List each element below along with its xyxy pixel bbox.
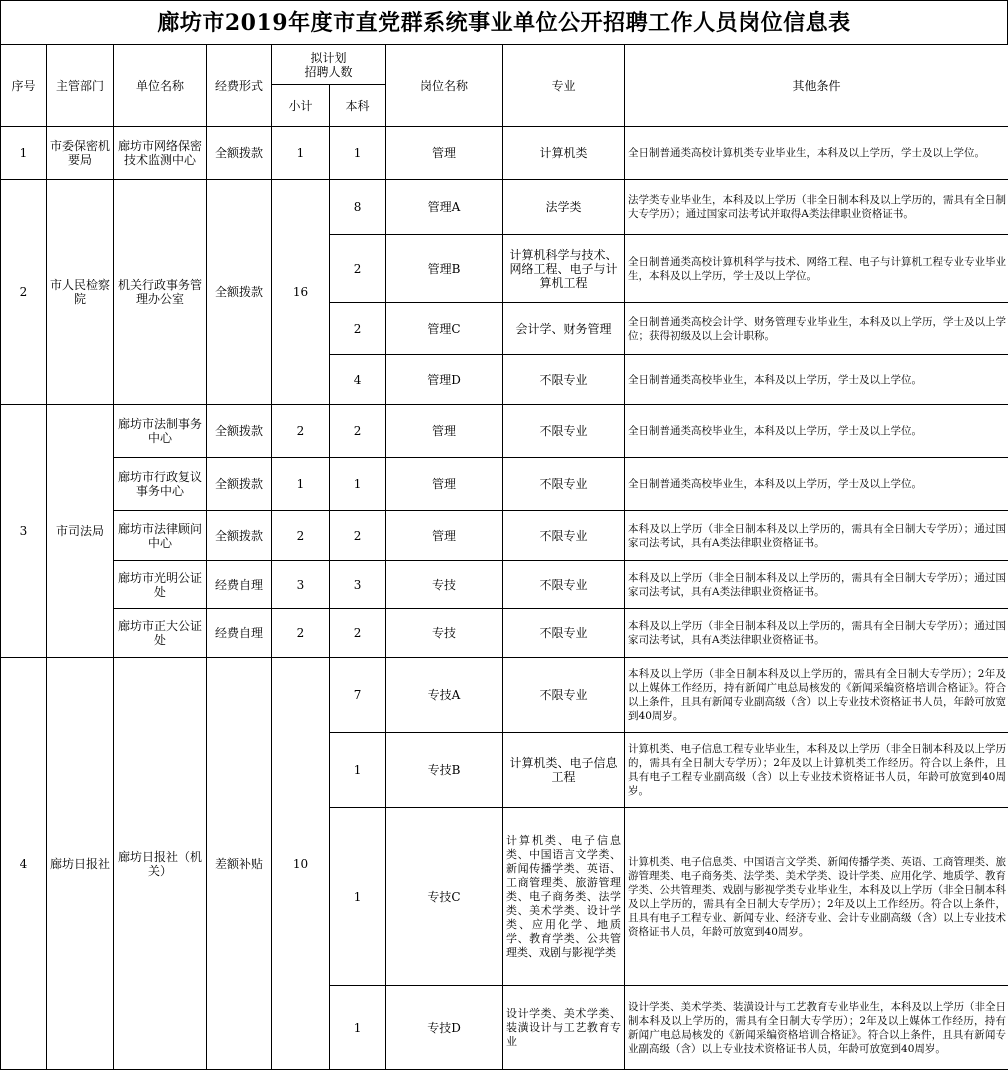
conditions-cell: 本科及以上学历（非全日制本科及以上学历的，需具有全日制大专学历）；通过国家司法考试，具有A类法律职业资格证书。 (625, 511, 1008, 561)
bachelor-cell: 2 (330, 405, 386, 458)
table-row (1, 127, 1008, 180)
conditions-cell: 设计学类、美术学类、装潢设计与工艺教育专业毕业生，本科及以上学历（非全日制本科及以上学历的，需具有全日制大专学历）；2年及以上媒体工作经历，持有新闻广电总局核发的《新闻采编资格培训合格证》。符合以上条件，且具有新闻专业副高级（含）以上专业技术资格证书人员，年龄可放宽到40周岁。 (625, 986, 1008, 1070)
subtotal-cell: 2 (272, 511, 330, 561)
major-cell: 计算机科学与技术、网络工程、电子与计算机工程 (503, 235, 625, 303)
unit-cell: 廊坊市光明公证处 (114, 561, 207, 609)
post-cell: 管理 (386, 511, 503, 561)
seq-cell: 4 (1, 658, 47, 1070)
conditions-cell: 全日制普通类高校毕业生，本科及以上学历，学士及以上学位。 (625, 355, 1008, 405)
table-row (1, 405, 1008, 458)
bachelor-cell: 2 (330, 511, 386, 561)
header-seq: 序号 (1, 45, 47, 127)
major-cell: 不限专业 (503, 355, 625, 405)
bachelor-cell: 8 (330, 180, 386, 235)
fund-cell: 全额拨款 (207, 180, 272, 405)
subtotal-cell: 1 (272, 127, 330, 180)
bachelor-cell: 1 (330, 986, 386, 1070)
major-cell: 法学类 (503, 180, 625, 235)
conditions-cell: 计算机类、电子信息工程专业毕业生，本科及以上学历（非全日制本科及以上学历的，需具有全日制大专学历）；2年及以上计算机类工作经历。符合以上条件，且具有电子工程专业副高级（含）以上专业技术资格证书人员，年龄可放宽到40周岁。 (625, 733, 1008, 808)
table-row (1, 561, 1008, 609)
unit-cell: 廊坊市法律顾问中心 (114, 511, 207, 561)
fund-cell: 全额拨款 (207, 511, 272, 561)
seq-cell: 3 (1, 405, 47, 658)
conditions-cell: 全日制普通类高校毕业生，本科及以上学历，学士及以上学位。 (625, 458, 1008, 511)
subtotal-cell: 16 (272, 180, 330, 405)
post-cell: 专技D (386, 986, 503, 1070)
seq-cell: 1 (1, 127, 47, 180)
post-cell: 管理 (386, 458, 503, 511)
conditions-cell: 本科及以上学历（非全日制本科及以上学历的，需具有全日制大专学历）；通过国家司法考试，具有A类法律职业资格证书。 (625, 561, 1008, 609)
post-cell: 管理 (386, 405, 503, 458)
conditions-cell: 全日制普通类高校计算机科学与技术、网络工程、电子与计算机工程专业专业毕业生，本科及以上学历，学士及以上学位。 (625, 235, 1008, 303)
post-cell: 管理B (386, 235, 503, 303)
subtotal-cell: 2 (272, 405, 330, 458)
page-title: 廊坊市2019年度市直党群系统事业单位公开招聘工作人员岗位信息表 (0, 0, 1008, 44)
conditions-cell: 全日制普通类高校计算机类专业毕业生，本科及以上学历，学士及以上学位。 (625, 127, 1008, 180)
conditions-cell: 法学类专业毕业生，本科及以上学历（非全日制本科及以上学历的，需具有全日制大专学历）；通过国家司法考试并取得A类法律职业资格证书。 (625, 180, 1008, 235)
conditions-cell: 本科及以上学历（非全日制本科及以上学历的，需具有全日制大专学历）；2年及以上媒体工作经历，持有新闻广电总局核发的《新闻采编资格培训合格证》。符合以上条件，且具有新闻专业副高级（含）以上专业技术资格证书人员，年龄可放宽到40周岁。 (625, 658, 1008, 733)
position-table (0, 44, 1008, 1070)
post-cell: 专技 (386, 561, 503, 609)
seq-cell: 2 (1, 180, 47, 405)
conditions-cell: 全日制普通类高校会计学、财务管理专业毕业生，本科及以上学历，学士及以上学位；获得初级及以上会计职称。 (625, 303, 1008, 355)
subtotal-cell: 3 (272, 561, 330, 609)
major-cell: 会计学、财务管理 (503, 303, 625, 355)
fund-cell: 全额拨款 (207, 458, 272, 511)
post-cell: 专技A (386, 658, 503, 733)
bachelor-cell: 1 (330, 733, 386, 808)
post-cell: 管理A (386, 180, 503, 235)
subtotal-cell: 1 (272, 458, 330, 511)
header-unit: 单位名称 (114, 45, 207, 127)
conditions-cell: 本科及以上学历（非全日制本科及以上学历的，需具有全日制大专学历）；通过国家司法考试，具有A类法律职业资格证书。 (625, 609, 1008, 658)
bachelor-cell: 1 (330, 127, 386, 180)
post-cell: 专技B (386, 733, 503, 808)
fund-cell: 全额拨款 (207, 127, 272, 180)
conditions-cell: 计算机类、电子信息类、中国语言文学类、新闻传播学类、英语、工商管理类、旅游管理类、电子商务类、法学类、美术学类、设计学类、应用化学、地质学、教育学类、公共管理类、戏剧与影视学类专业毕业生，本科及以上学历（非全日制本科及以上学历的，需具有全日制大专学历）；2年及以上工作经历。符合以上条件，且具有电子工程专业、新闻专业、经济专业、会计专业副高级（含）以上专业技术资格证书人员，年龄可放宽到40周岁。 (625, 808, 1008, 986)
table-row (1, 609, 1008, 658)
unit-cell: 廊坊市行政复议事务中心 (114, 458, 207, 511)
header-other: 其他条件 (625, 45, 1008, 127)
table-row (1, 180, 1008, 235)
header-subtotal: 小计 (272, 85, 330, 127)
post-cell: 专技C (386, 808, 503, 986)
post-cell: 专技 (386, 609, 503, 658)
header-major: 专业 (503, 45, 625, 127)
bachelor-cell: 2 (330, 303, 386, 355)
bachelor-cell: 2 (330, 235, 386, 303)
major-cell: 计算机类、电子信息工程 (503, 733, 625, 808)
bachelor-cell: 1 (330, 458, 386, 511)
unit-cell: 廊坊市网络保密技术监测中心 (114, 127, 207, 180)
header-bachelor: 本科 (330, 85, 386, 127)
bachelor-cell: 1 (330, 808, 386, 986)
header-post: 岗位名称 (386, 45, 503, 127)
unit-cell: 廊坊市法制事务中心 (114, 405, 207, 458)
major-cell: 不限专业 (503, 511, 625, 561)
unit-cell: 廊坊市正大公证处 (114, 609, 207, 658)
dept-cell: 市人民检察院 (47, 180, 114, 405)
major-cell: 计算机类、电子信息类、中国语言文学类、新闻传播学类、英语、工商管理类、旅游管理类、电子商务类、法学类、美术学类、设计学类、应用化学、地质学、教育学类、公共管理类、戏剧与影视学类 (503, 808, 625, 986)
fund-cell: 全额拨款 (207, 405, 272, 458)
major-cell: 不限专业 (503, 561, 625, 609)
dept-cell: 市委保密机要局 (47, 127, 114, 180)
unit-cell: 机关行政事务管理办公室 (114, 180, 207, 405)
table-row (1, 458, 1008, 511)
conditions-cell: 全日制普通类高校毕业生，本科及以上学历，学士及以上学位。 (625, 405, 1008, 458)
post-cell: 管理D (386, 355, 503, 405)
header-fund: 经费形式 (207, 45, 272, 127)
major-cell: 不限专业 (503, 609, 625, 658)
fund-cell: 经费自理 (207, 609, 272, 658)
bachelor-cell: 2 (330, 609, 386, 658)
subtotal-cell: 2 (272, 609, 330, 658)
unit-cell: 廊坊日报社（机关） (114, 658, 207, 1070)
bachelor-cell: 4 (330, 355, 386, 405)
major-cell: 不限专业 (503, 458, 625, 511)
table-row (1, 658, 1008, 733)
fund-cell: 经费自理 (207, 561, 272, 609)
dept-cell: 市司法局 (47, 405, 114, 658)
major-cell: 不限专业 (503, 405, 625, 458)
header-dept: 主管部门 (47, 45, 114, 127)
fund-cell: 差额补贴 (207, 658, 272, 1070)
post-cell: 管理 (386, 127, 503, 180)
subtotal-cell: 10 (272, 658, 330, 1070)
major-cell: 计算机类 (503, 127, 625, 180)
bachelor-cell: 7 (330, 658, 386, 733)
dept-cell: 廊坊日报社 (47, 658, 114, 1070)
header-plan: 拟计划 招聘人数 (272, 45, 386, 85)
bachelor-cell: 3 (330, 561, 386, 609)
major-cell: 不限专业 (503, 658, 625, 733)
post-cell: 管理C (386, 303, 503, 355)
major-cell: 设计学类、美术学类、装潢设计与工艺教育专业 (503, 986, 625, 1070)
table-row (1, 511, 1008, 561)
